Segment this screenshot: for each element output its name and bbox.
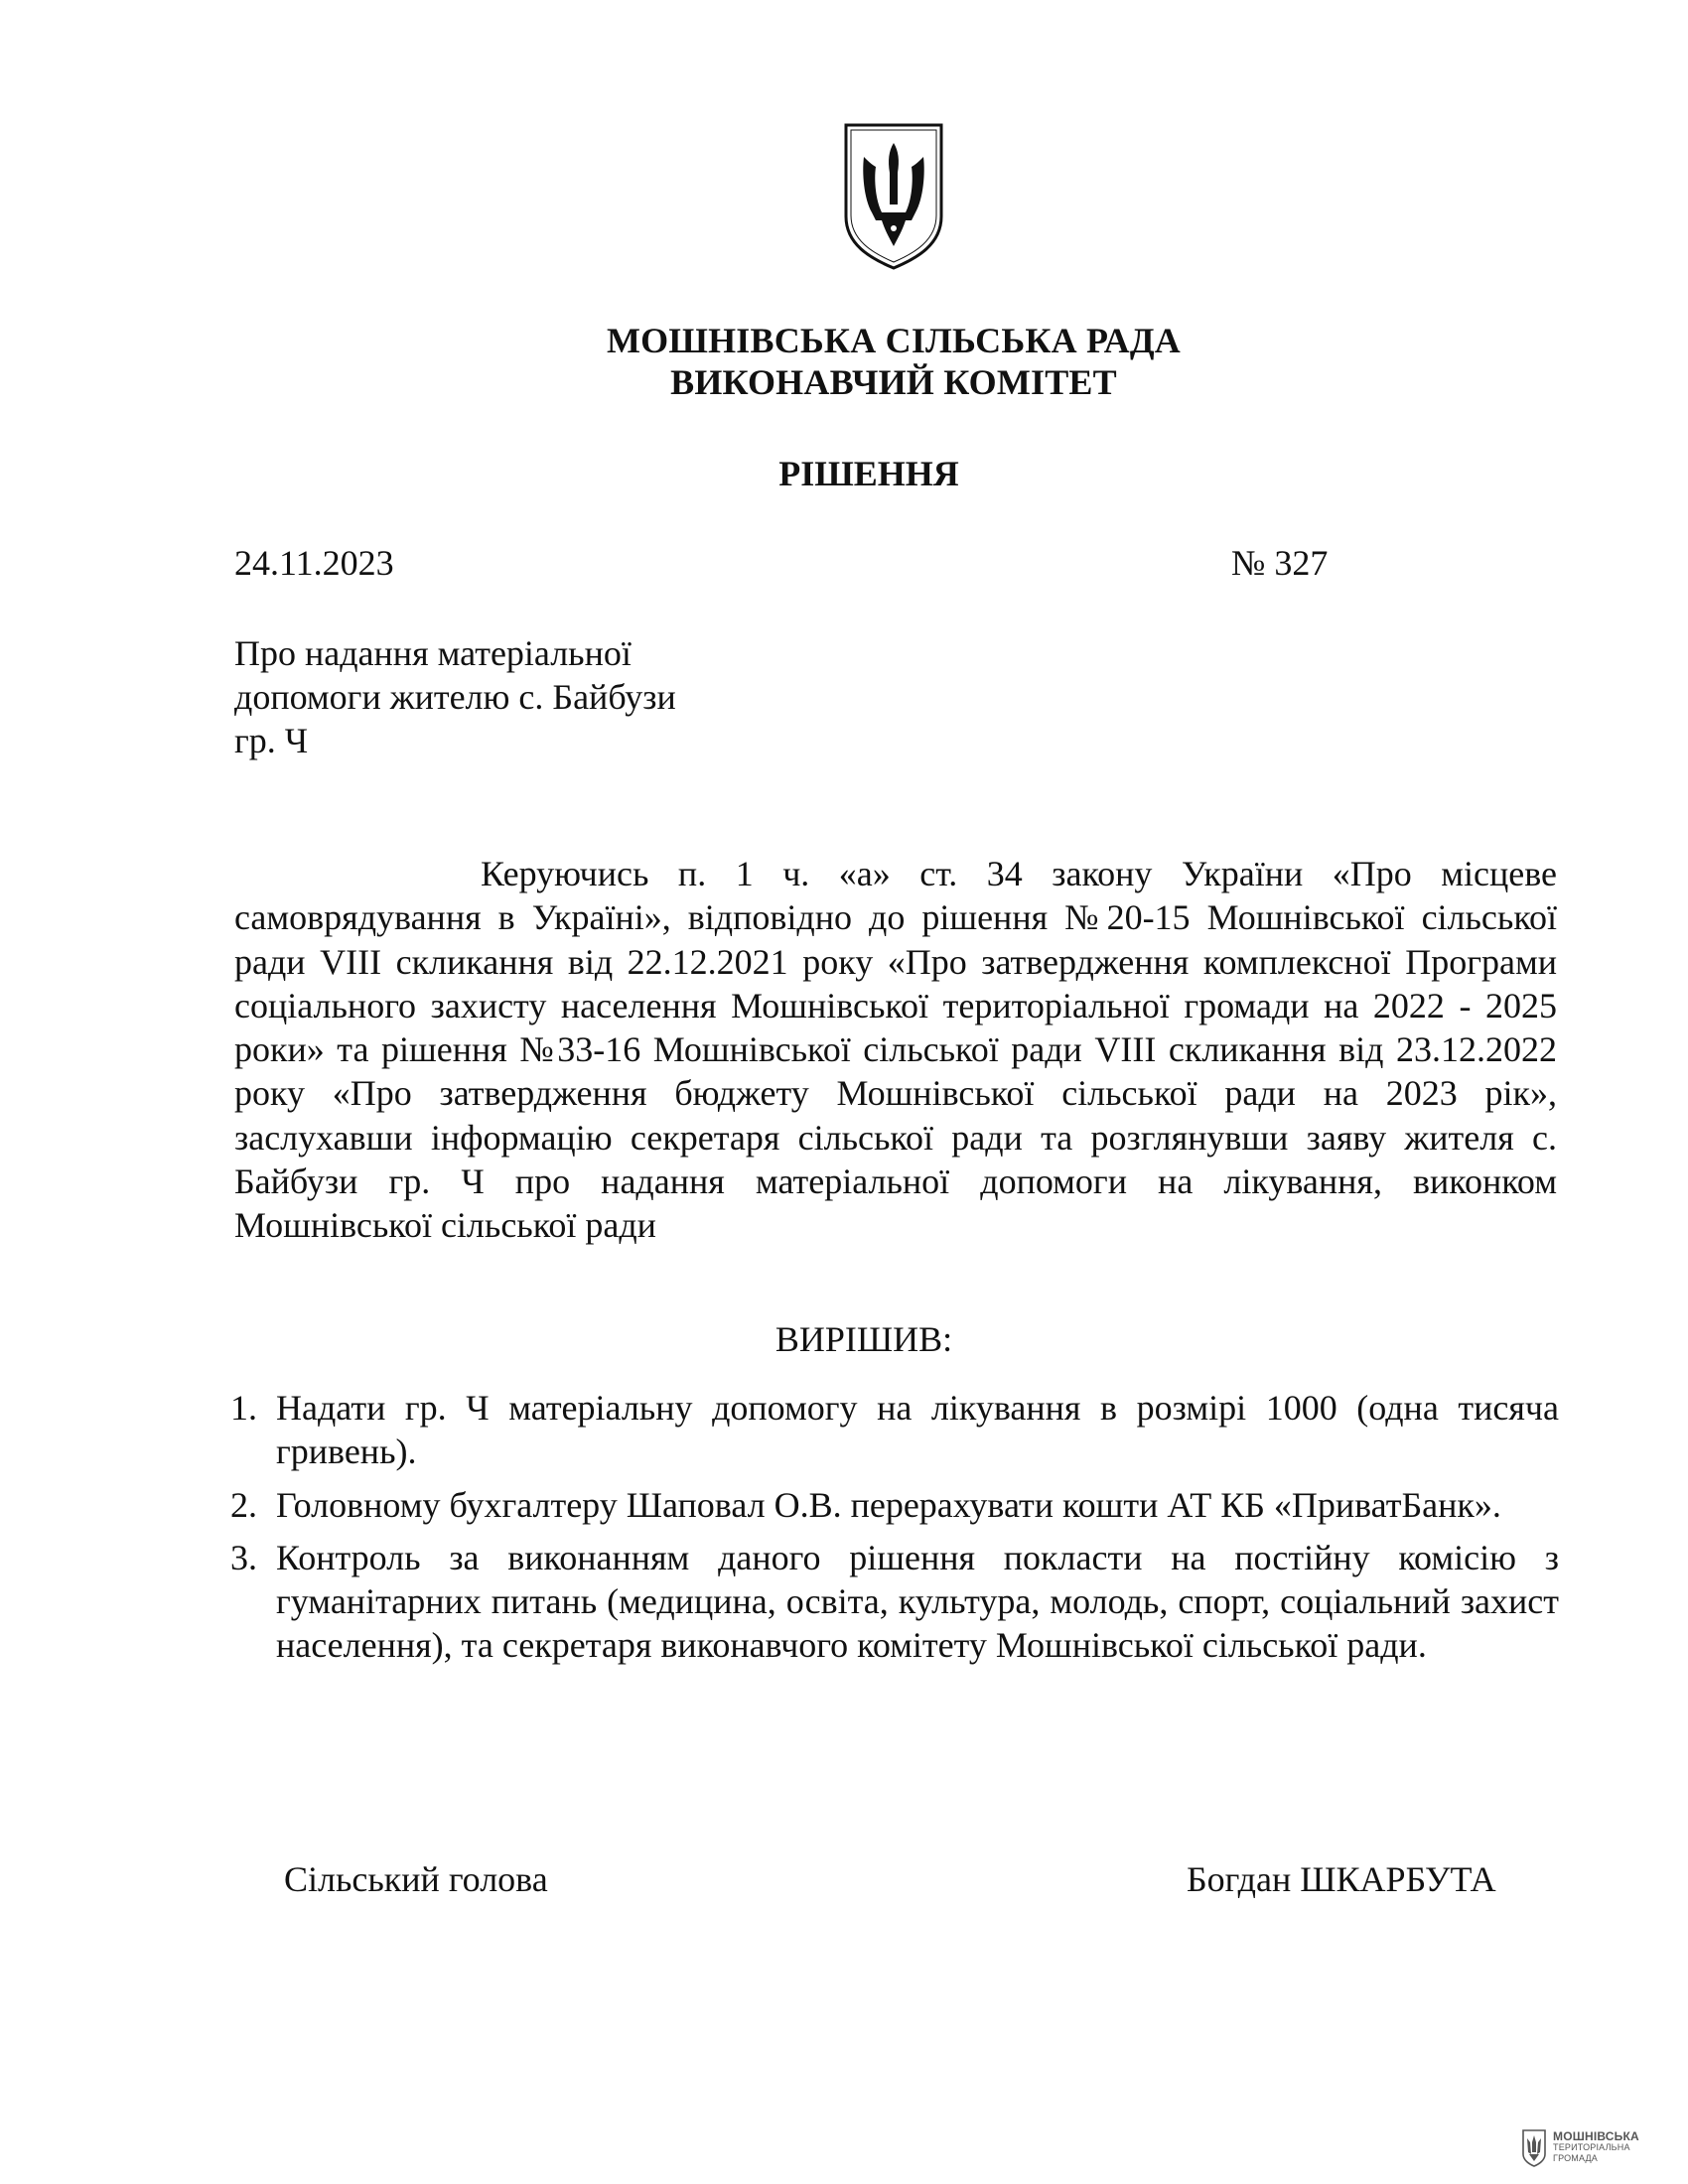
- preamble-paragraph: Керуючись п. 1 ч. «а» ст. 34 закону України «Про місцеве самоврядування в Україні», відповідно до рішення №20-15 Мошнівської сільської ради VIII скликання від 22.12.2021 року «Про затвердження комплексної Програми соціального захисту населення Мошнівської територіальної громади на 2022 - 2025 роки» та рішення №33-16 Мошнівської сільської ради VIII скликання від 23.12.2022 року «Про затвердження бюджету Мошнівської сільської ради на 2023 рік», заслухавши інформацію секретаря сільської ради та розглянувши заяву жителя с. Байбузи гр. Ч про надання матеріальної допомоги на лікування, виконком Мошнівської сільської ради: [234, 854, 1557, 1246]
- document-date: 24.11.2023: [234, 543, 394, 583]
- community-logo-text: [1553, 2130, 1662, 2164]
- ukraine-coat-of-arms-icon: [842, 121, 945, 270]
- logo-text-line: ТЕРИТОРІАЛЬНА: [1553, 2142, 1630, 2152]
- logo-text-line: МОШНІВСЬКА: [1553, 2129, 1639, 2143]
- organization-subdivision: ВИКОНАВЧИЙ КОМІТЕТ: [670, 362, 1117, 402]
- item-text: Надати гр. Ч матеріальну допомогу на лікування в розмірі 1000 (одна тисяча гривень).: [276, 1388, 1559, 1472]
- document-type-heading: РІШЕННЯ: [778, 454, 959, 493]
- decision-item: [230, 1386, 1559, 1474]
- community-logo-icon: [1521, 2128, 1547, 2168]
- item-text: Контроль за виконанням даного рішення покласти на постійну комісію з гуманітарних питань (медицина, освіта, культура, молодь, спорт, соціальний захист населення), та секретаря виконавчого комітету Мошнівської сільської ради.: [276, 1537, 1559, 1666]
- community-logo: [1521, 2126, 1660, 2172]
- resolved-heading: ВИРІШИВ:: [774, 1319, 953, 1359]
- decision-item: [230, 1536, 1559, 1668]
- signatory-name: Богдан ШКАРБУТА: [1187, 1859, 1496, 1899]
- subject-line: Про надання матеріальної: [234, 633, 632, 673]
- document-subject: [234, 631, 676, 762]
- logo-text-line: ГРОМАДА: [1553, 2153, 1598, 2163]
- item-number: 3.: [230, 1537, 257, 1577]
- item-number: 2.: [230, 1484, 257, 1525]
- decision-item: [230, 1483, 1559, 1527]
- subject-line: гр. Ч: [234, 721, 309, 760]
- item-number: 1.: [230, 1388, 257, 1428]
- organization-name: МОШНІВСЬКА СІЛЬСЬКА РАДА: [606, 321, 1182, 360]
- subject-line: допомоги жителю с. Байбузи: [234, 677, 676, 717]
- decision-items-list: [230, 1386, 1559, 1677]
- item-text: Головному бухгалтеру Шаповал О.В. перерахувати кошти АТ КБ «ПриватБанк».: [276, 1484, 1501, 1525]
- signatory-position: Сільський голова: [284, 1859, 548, 1899]
- document-number: № 327: [1231, 543, 1329, 583]
